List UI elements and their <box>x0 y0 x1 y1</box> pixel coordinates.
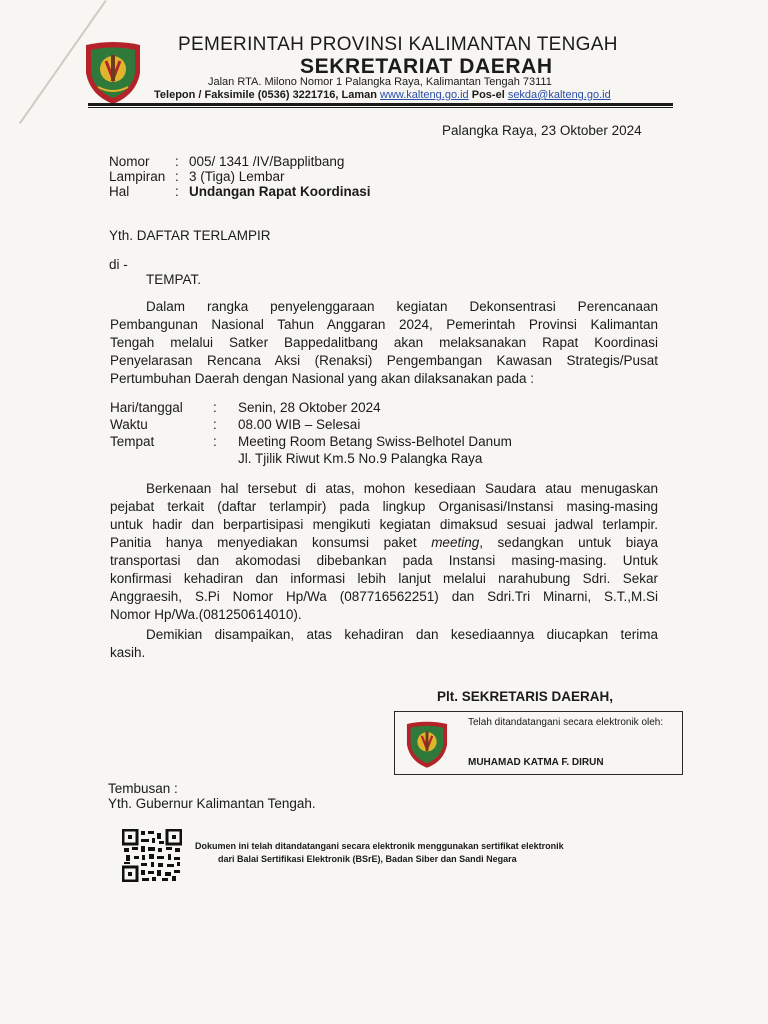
paragraph-line: Pertumbuhan Daerah dengan Nasional yang akan dilaksanakan pada : <box>110 371 535 386</box>
paragraph-line: Nomor Hp/Wa.(081250614010). <box>110 607 302 622</box>
hal-label: Hal <box>109 184 130 199</box>
paragraph-line: Anggraesih, S.Pi Nomor Hp/Wa (087716562251) dan Sdri.Tri Minarni, S.T.,M.Si <box>110 589 658 604</box>
paragraph-text: Panitia hanya menyediakan konsumsi paket <box>110 535 432 550</box>
hari-label: Hari/tanggal <box>110 400 183 415</box>
recipient-line: Yth. DAFTAR TERLAMPIR <box>109 228 271 243</box>
waktu-value: 08.00 WIB – Selesai <box>238 417 361 432</box>
paragraph-line: pejabat terkait (daftar terlampir) pada lingkup Organisasi/Instansi masing-masing <box>110 499 658 514</box>
kalteng-emblem-icon <box>78 37 148 107</box>
paragraph-emphasis: meeting <box>431 535 480 550</box>
waktu-label: Waktu <box>110 417 148 432</box>
hal-value: Undangan Rapat Koordinasi <box>189 184 371 199</box>
colon: : <box>175 154 179 169</box>
letter-date: Palangka Raya, 23 Oktober 2024 <box>442 123 642 138</box>
tempat-value: Meeting Room Betang Swiss-Belhotel Danum <box>238 434 512 449</box>
lampiran-value: 3 (Tiga) Lembar <box>189 169 285 184</box>
footer-line: dari Balai Sertifikasi Elektronik (BSrE), Badan Siber dan Sandi Negara <box>218 854 517 864</box>
letterhead-rule-thin <box>88 107 673 108</box>
paragraph-line: konfirmasi kehadiran dan informasi lebih lanjut melalui narahubung Sdri. Sekar <box>110 571 658 586</box>
email-link[interactable]: sekda@kalteng.go.id <box>507 89 611 101</box>
header-contact <box>154 89 611 101</box>
kalteng-emblem-icon <box>401 718 453 770</box>
colon: : <box>175 169 179 184</box>
header-office-name: SEKRETARIAT DAERAH <box>300 55 553 78</box>
header-email-label: Pos-el <box>468 89 508 101</box>
nomor-label: Nomor <box>109 154 150 169</box>
paragraph-line: Penyelarasan Rencana Aksi (Renaksi) Pengembangan Kawasan Strategis/Pusat <box>110 353 658 368</box>
lampiran-label: Lampiran <box>109 169 166 184</box>
electronic-signature-box <box>394 711 683 775</box>
signature-statement: Telah ditandatangani secara elektronik oleh: <box>468 717 664 728</box>
body-paragraph-2 <box>110 480 658 624</box>
paragraph-line: transportasi dan akomodasi dibebankan pada Instansi masing-masing. Untuk <box>110 553 658 568</box>
letter-reference-block <box>109 154 371 199</box>
paragraph-line: untuk hadir dan berpartisipasi mengikuti kegiatan dimaksud sesuai jadwal terlampir. <box>110 517 658 532</box>
signatory-name: MUHAMAD KATMA F. DIRUN <box>468 757 604 768</box>
header-government-name: PEMERINTAH PROVINSI KALIMANTAN TENGAH <box>178 34 618 55</box>
paragraph-line: Demikian disampaikan, atas kehadiran dan kesediaannya diucapkan terima <box>146 627 658 642</box>
footer-line: Dokumen ini telah ditandatangani secara elektronik menggunakan sertifikat elektronik <box>195 841 564 851</box>
colon: : <box>213 434 217 449</box>
header-phone: Telepon / Faksimile (0536) 3221716, Laman <box>154 89 381 101</box>
paragraph-line <box>110 534 658 552</box>
nomor-value: 005/ 1341 /IV/Bapplitbang <box>189 154 345 169</box>
tembusan-label: Tembusan : <box>108 781 178 796</box>
paragraph-text: , sedangkan untuk biaya <box>479 535 658 550</box>
tempat-label: Tempat <box>110 434 155 449</box>
paragraph-line: Tengah melalui Satker Bappedalitbang akan melaksanakan Rapat Koordinasi <box>110 335 658 350</box>
tempat-address: Jl. Tjilik Riwut Km.5 No.9 Palangka Raya <box>238 451 483 466</box>
recipient-place: TEMPAT. <box>146 272 202 287</box>
recipient-di: di - <box>109 257 128 272</box>
paragraph-line: Berkenaan hal tersebut di atas, mohon kesediaan Saudara atau menugaskan <box>146 481 658 496</box>
paragraph-line: Pembangunan Nasional Tahun Anggaran 2024, Pemerintah Provinsi Kalimantan <box>110 317 658 332</box>
esign-footer-note <box>195 840 564 866</box>
event-schedule <box>110 399 512 467</box>
colon: : <box>213 400 217 415</box>
colon: : <box>213 417 217 432</box>
body-paragraph-1 <box>110 298 658 388</box>
closing-paragraph <box>110 626 658 662</box>
signatory-title: Plt. SEKRETARIS DAERAH, <box>437 689 614 704</box>
tembusan-item: Yth. Gubernur Kalimantan Tengah. <box>108 796 316 811</box>
paragraph-line: kasih. <box>110 645 146 660</box>
hari-value: Senin, 28 Oktober 2024 <box>238 400 381 415</box>
colon: : <box>175 184 179 199</box>
letterhead-rule-thick <box>88 103 673 106</box>
qr-code-icon <box>122 829 182 882</box>
paragraph-line: Dalam rangka penyelenggaraan kegiatan Dekonsentrasi Perencanaan <box>146 299 658 314</box>
website-link[interactable]: www.kalteng.go.id <box>380 89 469 101</box>
header-address: Jalan RTA. Milono Nomor 1 Palangka Raya, Kalimantan Tengah 73111 <box>208 76 552 88</box>
